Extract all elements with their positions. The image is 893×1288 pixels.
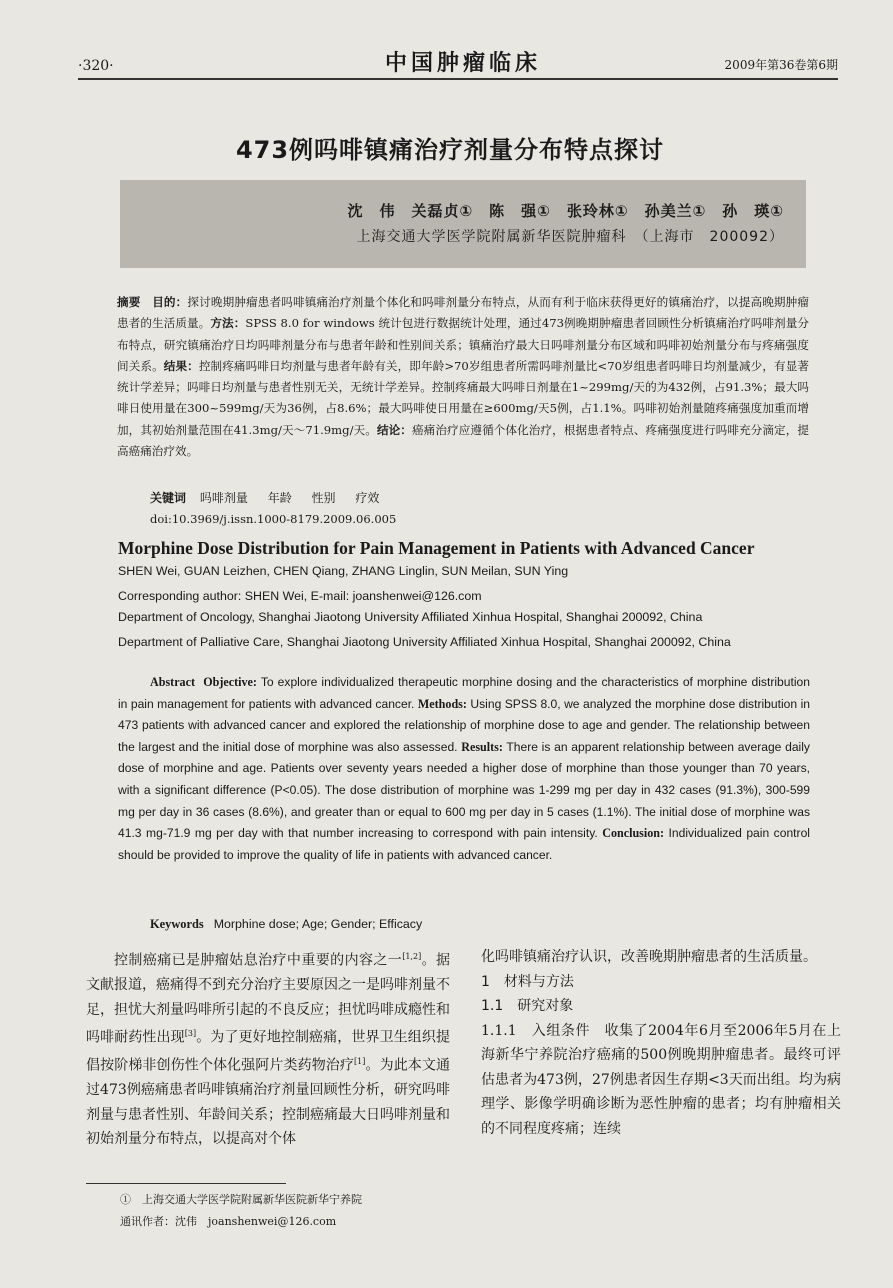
affiliation: 上海交通大学医学院附属新华医院肿瘤科 （上海市 200092） (356, 229, 784, 245)
body-paragraph: 1.1.1 入组条件 收集了2004年6月至2006年5月在上海新华宁养院治疗癌痛的500例晚期肿瘤患者。最终可评估患者为473例，27例患者因生存期<3天而出组。均为病理学、影像学明确诊断为恶性肿瘤的患者；均有肿瘤相关的不同程度疼痛；连续 (481, 1022, 841, 1137)
body-text: 控制癌痛已是肿瘤姑息治疗中重要的内容之一 (114, 952, 403, 969)
article-title: 473例吗啡镇痛治疗剂量分布特点探讨 (235, 136, 665, 164)
abstract-en-results: There is an apparent relationship between average daily dose of morphine and age. Patients over seventy years needed a higher dose of morphine than those younger than 70 years, with a significant difference (P<0.05). The dose distribution of morphine was 1-299 mg per day in 432 cases (91.3%), 300-599 mg per day in 36 cases (8.6%), and greater than or equal to 600 mg per day in 5 cases (1.1%). The initial dose of morphine was 41.3 mg-71.9 mg per day with that number increasing to correspond with pain intensity. (118, 739, 810, 841)
keywords-chinese (150, 489, 395, 506)
subsection-heading: 1.1 研究对象 (481, 998, 574, 1014)
abstract-en-conclusion-label: Conclusion: (602, 826, 665, 841)
body-text: 。为了更好地控制癌痛，世界卫生组织提倡按阶梯非创伤性个体化强阿片类药物治疗 (86, 1029, 451, 1074)
abstract-cn-results-label: 结果： (163, 358, 199, 373)
abstract-en-conclusion: Individualized pain control should be provided to improve the quality of life in patients with advanced cancer. (118, 826, 810, 862)
header-rule (78, 78, 838, 80)
abstract-cn-objective: 探讨晚期肿瘤患者吗啡镇痛治疗剂量个体化和吗啡剂量分布特点，从而有利于临床获得更好的镇痛治疗，以提高晚期肿瘤患者的生活质量。 (117, 295, 809, 331)
department-oncology: Department of Oncology, Shanghai Jiaotong University Affiliated Xinhua Hospital, Shanghai 200092, China (118, 610, 703, 624)
abstract-cn-conclusion-label: 结论： (376, 422, 412, 437)
issue-info: 2009年第36卷第6期 (724, 58, 838, 72)
body-column-right (481, 945, 841, 1141)
keywords-cn-label: 关键词 (150, 491, 187, 505)
body-text: 。为此本文通过473例癌痛患者吗啡镇痛治疗剂量回顾性分析，研究吗啡剂量与患者性别、年龄间关系；控制癌痛最大日吗啡剂量和初始剂量分布特点，以提高对个体 (86, 1057, 451, 1148)
body-column-left (86, 945, 450, 1152)
keyword-term: 性别 (311, 491, 336, 505)
english-title: Morphine Dose Distribution for Pain Management in Patients with Advanced Cancer (118, 538, 755, 558)
footnote-corresponding: 通讯作者：沈伟 joanshenwei@126.com (120, 1215, 337, 1228)
abstract-en-methods-label: Methods: (417, 696, 467, 711)
abstract-en-results-label: Results: (461, 739, 503, 754)
keyword-term: 吗啡剂量 (199, 491, 248, 505)
journal-name: 中国肿瘤临床 (384, 50, 541, 76)
body-paragraph: 化吗啡镇痛治疗认识，改善晚期肿瘤患者的生活质量。 (481, 949, 817, 965)
abstract-en-objective-label: Objective: (203, 675, 257, 689)
section-heading: 1 材料与方法 (481, 973, 574, 990)
english-authors: SHEN Wei, GUAN Leizhen, CHEN Qiang, ZHANG Linglin, SUN Meilan, SUN Ying (118, 564, 569, 578)
abstract-english (118, 672, 810, 866)
page-number: ·320· (78, 58, 114, 74)
abstract-cn-methods-label: 方法： (210, 316, 246, 331)
corresponding-author: Corresponding author: SHEN Wei, E-mail: joanshenwei@126.com (118, 589, 482, 603)
keyword-term: 年龄 (267, 491, 292, 505)
keywords-en-terms: Morphine dose; Age; Gender; Efficacy (213, 917, 423, 931)
keywords-en-label: Keywords (150, 917, 204, 931)
abstract-cn-label: 摘要 目的： (117, 295, 188, 309)
body-text: 。据文献报道，癌痛得不到充分治疗主要原因之一是吗啡剂量不足，担忧大剂量吗啡所引起的不良反应；担忧吗啡成瘾性和吗啡耐药性出现 (86, 952, 451, 1046)
abstract-en-objective: To explore individualized therapeutic morphine dosing and the characteristics of morphine distribution in pain management for patients with advanced cancer. (118, 675, 810, 711)
abstract-cn-methods: SPSS 8.0 for windows 统计包进行数据统计处理，通过473例晚期肿瘤患者回顾性分析镇痛治疗吗啡剂量分布特点，研究镇痛治疗日均吗啡剂量分布与患者年龄和性别间关系；镇痛治疗最大日吗啡剂量分布区域和吗啡初始剂量分布与疼痛强度间关系。 (117, 316, 809, 373)
citation: [3] (184, 1029, 197, 1039)
keyword-term: 疗效 (355, 491, 380, 505)
abstract-en-label: Abstract (150, 675, 196, 689)
citation: [1,2] (402, 952, 422, 961)
abstract-cn-results: 控制疼痛吗啡日均剂量与患者年龄有关，即年龄>70岁组患者所需吗啡剂量比<70岁组患者吗啡日均剂量减少，有显著统计学差异；吗啡日均剂量与患者性别无关，无统计学差异。控制疼痛最大吗啡日剂量在1~299mg/天的为432例，占91.3%；最大吗啡日使用量在300~599mg/天为36例，占8.6%；最大吗啡使日用量在≥600mg/天5例，占1.1%。吗啡初始剂量随疼痛强度加重而增加，其初始剂量范围在41.3mg/天～71.9mg/天。 (117, 358, 809, 437)
keywords-english (150, 917, 422, 932)
abstract-en-methods: Using SPSS 8.0, we analyzed the morphine dose distribution in 473 patients with advanced cancer and explored the relationship of morphine dose to age and gender. The relationship between the largest and the initial dose of morphine was also assessed. (118, 696, 810, 754)
citation: [1] (354, 1057, 366, 1067)
abstract-chinese (117, 292, 809, 462)
body-paragraph (86, 945, 450, 1152)
author-list: 沈 伟 关磊贞① 陈 强① 张玲林① 孙美兰① 孙 瑛① (347, 202, 784, 220)
author-box (120, 180, 806, 268)
abstract-cn-conclusion: 癌痛治疗应遵循个体化治疗，根据患者特点、疼痛强度进行吗啡充分滴定，提高癌痛治疗效。 (117, 422, 809, 459)
footnote-affiliation: ① 上海交通大学医学院附属新华医院新华宁养院 (120, 1193, 362, 1206)
department-palliative: Department of Palliative Care, Shanghai Jiaotong University Affiliated Xinhua Hospital, Shanghai 200092, China (118, 635, 731, 649)
footnote-rule (86, 1183, 286, 1184)
doi: doi:10.3969/j.issn.1000-8179.2009.06.005 (150, 512, 397, 526)
